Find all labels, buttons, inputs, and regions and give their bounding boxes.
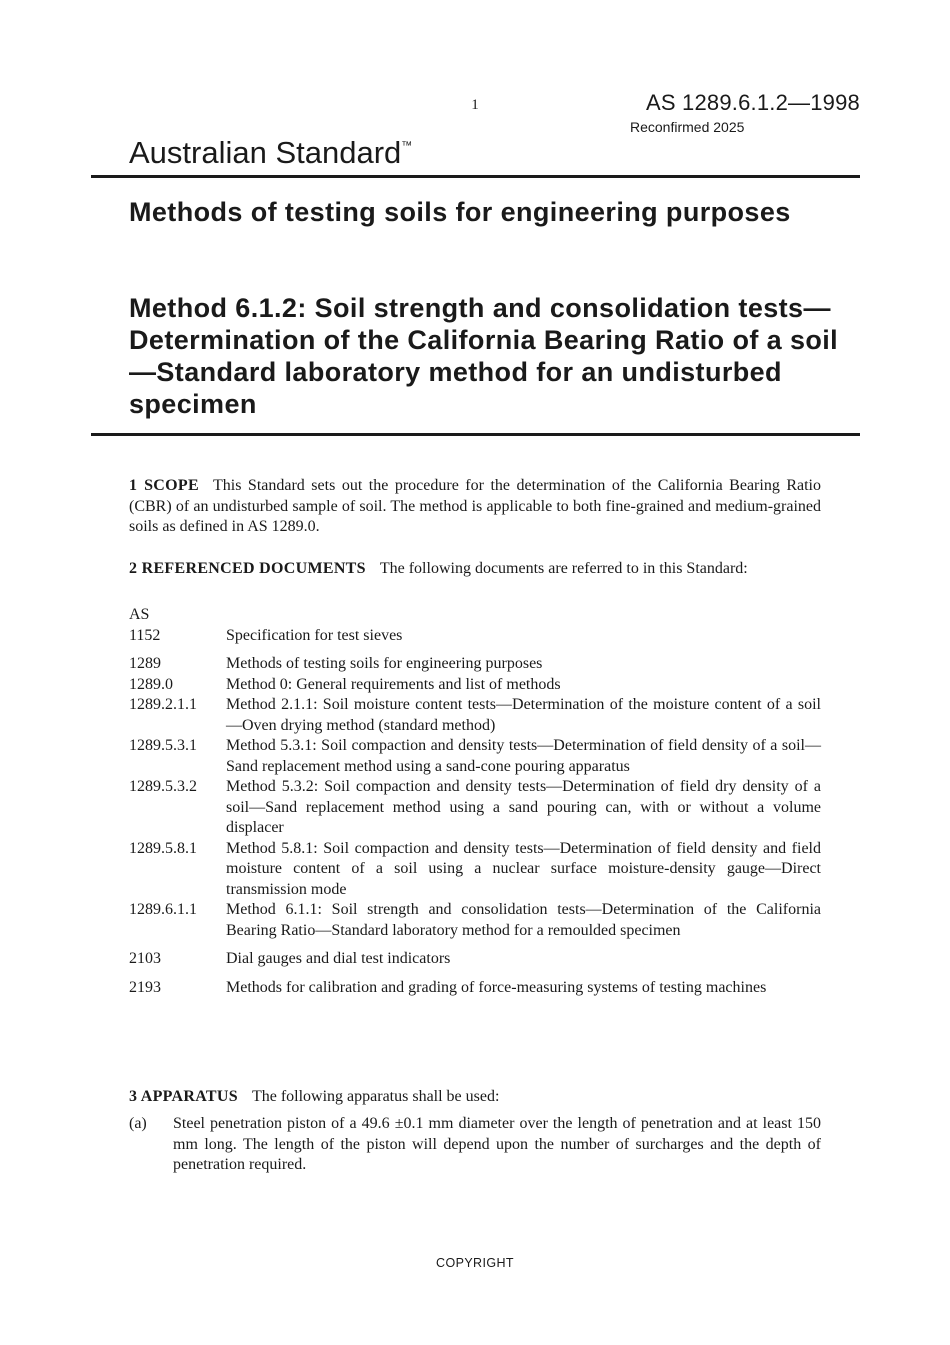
reference-row [129, 675, 821, 696]
reference-row [129, 777, 821, 839]
section-text: This Standard sets out the procedure for the determination of the California Bearing Ratio (CBR) of an undisturbed sample of soil. The method is applicable to both fine-grained and medium-grained soils as defined in AS 1289.0. [129, 477, 822, 535]
reference-code: 1289.5.3.2 [129, 778, 197, 795]
reference-title: Method 6.1.1: Soil strength and consolidation tests—Determination of the California Bearing Ratio—Standard laboratory method for a remoulded specimen [226, 901, 821, 939]
reference-title: Method 2.1.1: Soil moisture content tests—Determination of the moisture content of a soil—Oven drying method (standard method) [226, 696, 821, 734]
section-scope [129, 476, 821, 538]
reference-code: 1289.5.8.1 [129, 839, 197, 857]
reference-row [129, 654, 821, 675]
reference-code: 2193 [129, 978, 161, 996]
brand-name: Australian Standard [129, 135, 402, 170]
main-title: Methods of testing soils for engineering purposes [129, 197, 791, 227]
reference-title: Method 5.8.1: Soil compaction and density tests—Determination of field density and field moisture content of a soil using a nuclear surface moisture-density gauge—Direct transmission mode [226, 839, 821, 898]
brand-title [129, 135, 412, 171]
reference-title: Method 5.3.2: Soil compaction and density tests—Determination of field dry density of a soil—Sand replacement method using a sand pouring can, with or without a volume displacer [226, 778, 821, 836]
reference-title: Methods of testing soils for engineering purposes [226, 655, 543, 672]
section-apparatus [129, 1087, 821, 1108]
reference-row [129, 695, 821, 736]
list-item [129, 1114, 821, 1176]
reference-code: 1152 [129, 626, 161, 644]
section-text: The following apparatus shall be used: [251, 1088, 500, 1105]
reference-code: 2103 [129, 950, 161, 967]
reference-row [129, 900, 821, 941]
reference-code: 1289 [129, 655, 161, 672]
item-label: (a) [129, 1115, 147, 1132]
apparatus-list [129, 1114, 821, 1176]
trademark-symbol: ™ [401, 140, 413, 152]
reference-title: Methods for calibration and grading of force-measuring systems of testing machines [226, 978, 767, 996]
reference-list [129, 605, 821, 998]
reference-row [129, 839, 821, 901]
reference-title: Dial gauges and dial test indicators [226, 950, 451, 967]
standard-number: AS 1289.6.1.2—1998 [646, 90, 860, 115]
section-text: The following documents are referred to in this Standard: [379, 560, 748, 577]
section-heading: 2 REFERENCED DOCUMENTS [129, 560, 366, 577]
reference-title: Method 5.3.1: Soil compaction and density tests—Determination of field density of a soil—Sand replacement method using a sand-cone pouring apparatus [226, 737, 821, 775]
reference-title: Specification for test sieves [226, 626, 403, 644]
method-title: Method 6.1.2: Soil strength and consolidation tests—Determination of the California Bearing Ratio of a soil—Standard laboratory method for an undisturbed specimen [129, 293, 839, 419]
copyright-footer: COPYRIGHT [436, 1256, 514, 1270]
title-rule [91, 433, 860, 436]
reference-title: Method 0: General requirements and list of methods [226, 675, 561, 693]
reference-row [129, 736, 821, 777]
reference-code: 1289.0 [129, 675, 173, 693]
reference-code: 1289.5.3.1 [129, 737, 197, 754]
reference-prefix: AS [129, 606, 150, 623]
reconfirmed-note: Reconfirmed 2025 [630, 119, 745, 135]
reference-code: 1289.6.1.1 [129, 901, 197, 918]
section-heading: 3 APPARATUS [129, 1088, 238, 1105]
reference-code: 1289.2.1.1 [129, 696, 197, 713]
reference-row [129, 978, 821, 999]
header-rule [91, 175, 860, 178]
reference-row [129, 949, 821, 970]
section-referenced-documents [129, 559, 821, 580]
page-number: 1 [471, 97, 479, 113]
section-heading: 1 SCOPE [129, 477, 199, 494]
reference-row [129, 626, 821, 647]
item-text: Steel penetration piston of a 49.6 ±0.1 mm diameter over the length of penetration and at least 150 mm long. The length of the piston will depend upon the number of surcharges and the depth of penetration required. [173, 1115, 821, 1173]
